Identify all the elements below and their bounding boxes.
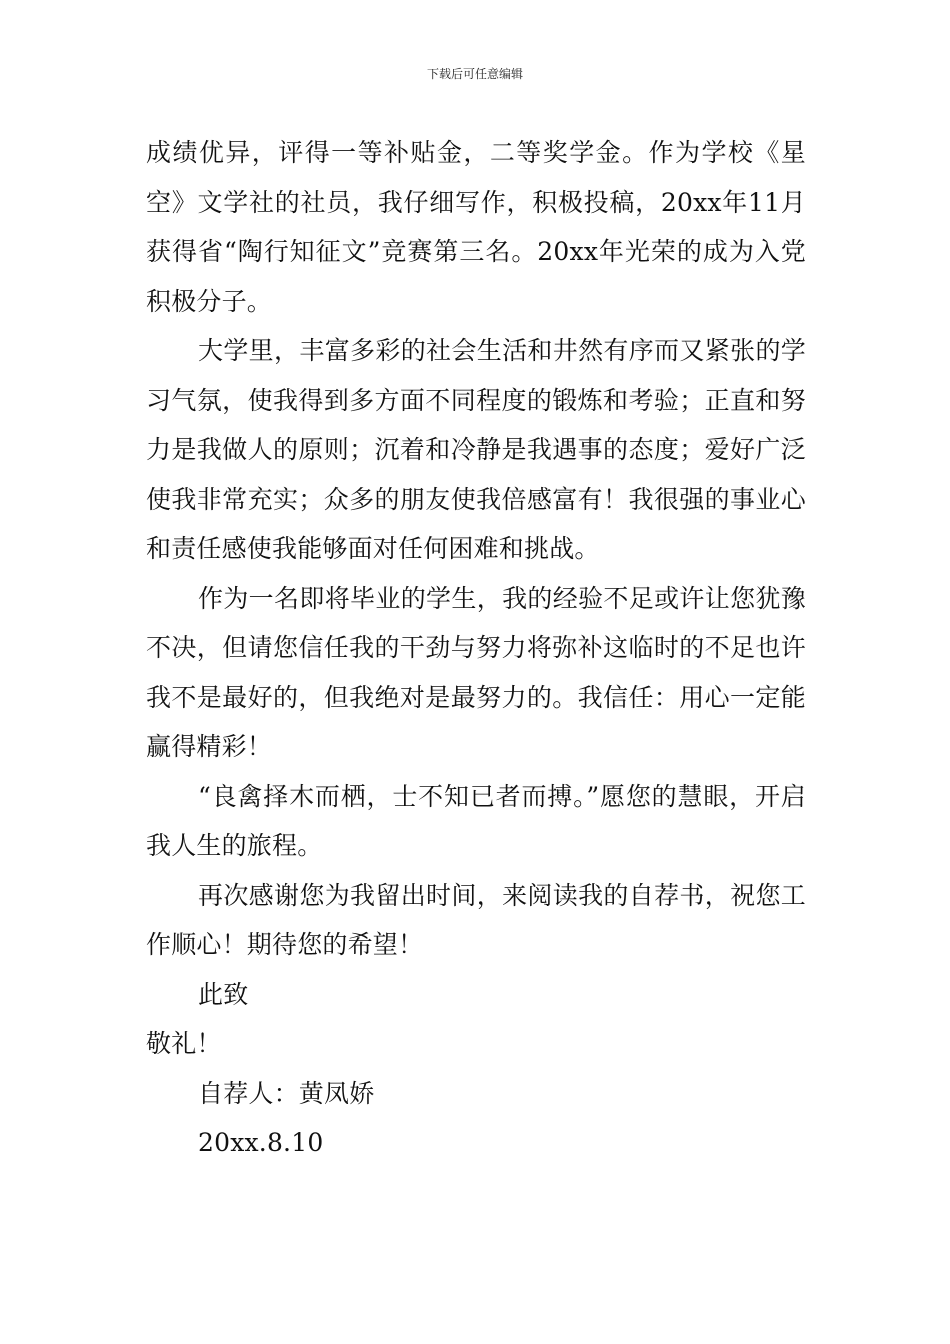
closing-regards: 敬礼！ <box>146 1029 222 1058</box>
paragraph-achievements: 成绩优异，评得一等补贴金，二等奖学金。作为学校《星空》文学社的社员，我仔细写作，积极投稿，20xx年11月获得省“陶行知征文”竞赛第三名。20xx年光荣的成为入党积极分子。 <box>146 138 806 316</box>
date-line: 20xx.8.10 <box>198 1128 324 1157</box>
paragraph-thanks: 再次感谢您为我留出时间，来阅读我的自荐书，祝您工作顺心！期待您的希望！ <box>146 880 806 959</box>
paragraph-quote: “良禽择木而栖，士不知已者而搏。”愿您的慧眼，开启我人生的旅程。 <box>146 781 806 860</box>
closing-salutation: 此致 <box>198 979 249 1009</box>
paragraph-university-life: 大学里，丰富多彩的社会生活和井然有序而又紧张的学习气氛，使我得到多方面不同程度的锻炼和考验；正直和努力是我做人的原则；沉着和冷静是我遇事的态度；爱好广泛使我非常充实；众多的朋友使我倍感富有！我很强的事业心和责任感使我能够面对任何困难和挑战。 <box>146 336 806 563</box>
page-header-note: 下载后可任意编辑 <box>426 67 523 81</box>
signature-line: 自荐人：黄凤娇 <box>198 1078 375 1108</box>
paragraph-graduate-effort: 作为一名即将毕业的学生，我的经验不足或许让您犹豫不决，但请您信任我的干劲与努力将弥补这临时的不足也许我不是最好的，但我绝对是最努力的。我信任：用心一定能赢得精彩！ <box>146 583 806 761</box>
letter-body <box>146 128 806 1168</box>
